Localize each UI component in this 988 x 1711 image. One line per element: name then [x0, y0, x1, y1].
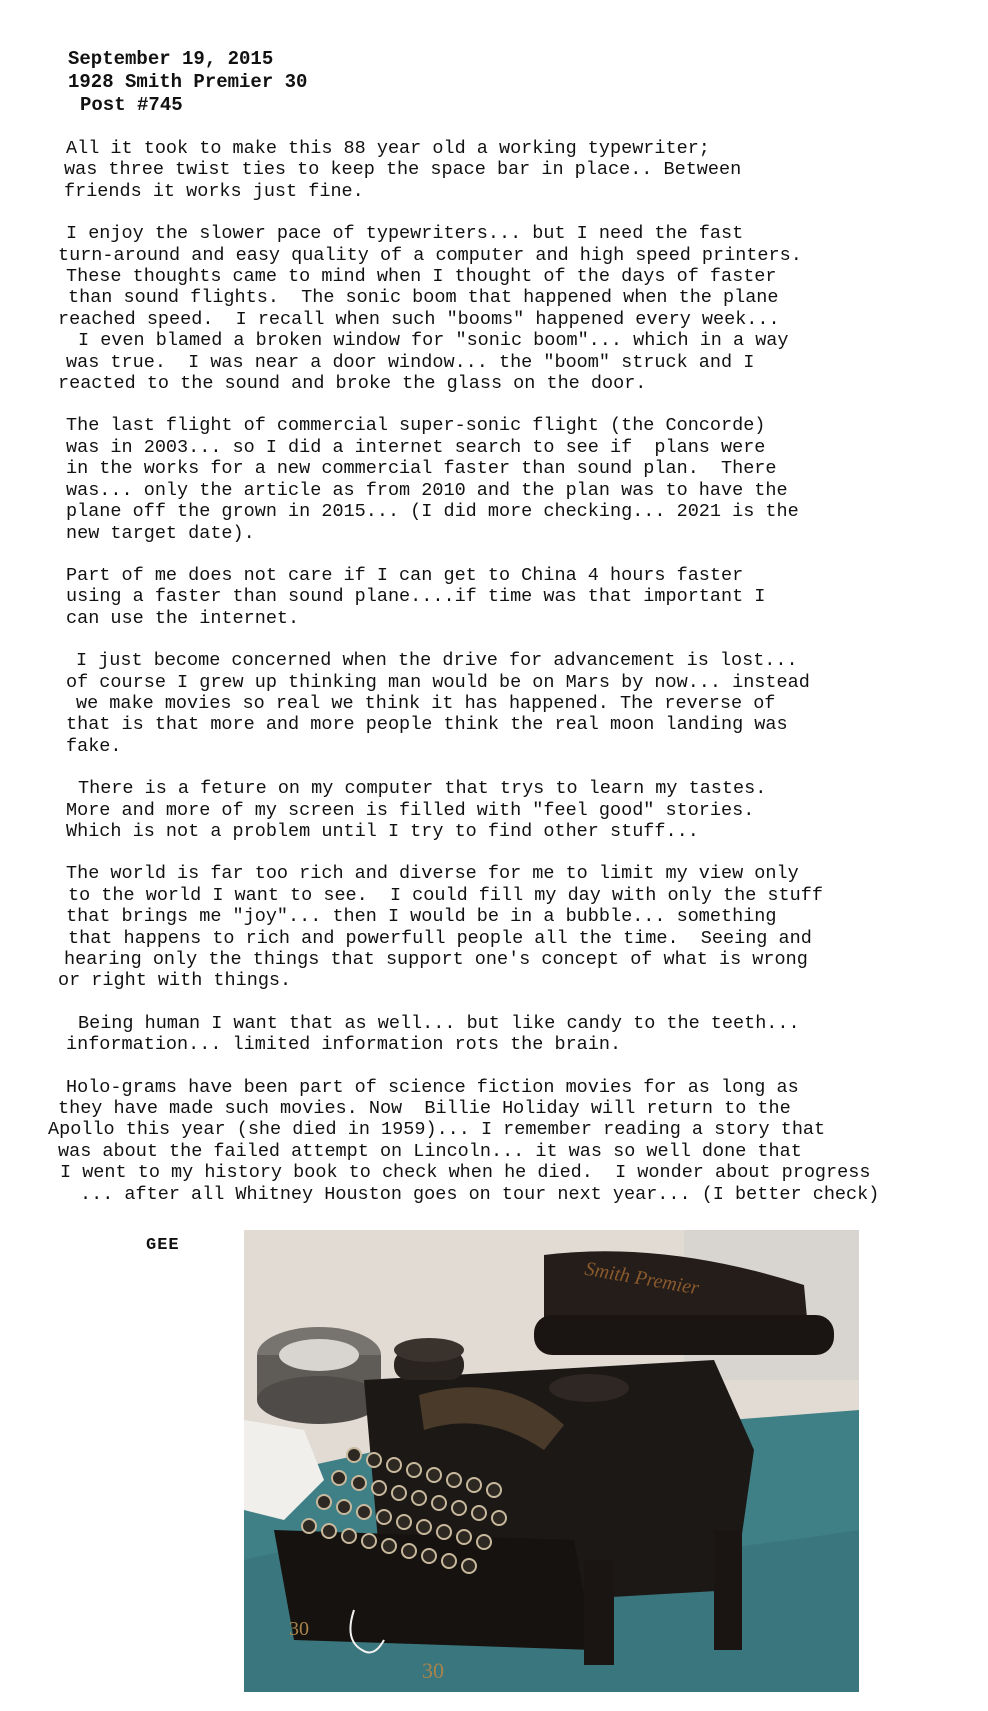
signature: GEE: [146, 1236, 180, 1255]
text-line: Being human I want that as well... but like candy to the teeth...: [78, 1012, 800, 1034]
typewriter-photo: [244, 1230, 859, 1692]
text-line: or right with things.: [58, 970, 292, 992]
text-line: was true. I was near a door window... the "boom" struck and I: [66, 351, 755, 373]
paragraph-5: [58, 650, 938, 757]
text-line: All it took to make this 88 year old a working typewriter;: [66, 138, 710, 159]
paragraph-4: [58, 565, 938, 629]
text-line: I went to my history book to check when he died. I wonder about progress: [60, 1162, 871, 1184]
text-line: There is a feture on my computer that trys to learn my tastes.: [78, 778, 767, 800]
paragraph-9: [48, 1076, 938, 1205]
text-line: new target date).: [66, 522, 255, 544]
typewriter-photo-drawing: [244, 1230, 859, 1692]
text-line: that is that more and more people think the real moon landing was: [66, 714, 788, 736]
text-line: of course I grew up thinking man would be on Mars by now... instead: [66, 671, 810, 693]
model-number-right: 30: [422, 1658, 444, 1683]
text-line: I just become concerned when the drive for advancement is lost...: [76, 650, 798, 672]
text-line: Which is not a problem until I try to find other stuff...: [66, 820, 699, 842]
letter-header: [68, 48, 307, 117]
brand-label: Smith Premier: [583, 1257, 701, 1300]
text-line: to the world I want to see. I could fill my day with only the stuff: [68, 884, 823, 906]
paragraph-8: [58, 1013, 938, 1056]
paragraph-1: [58, 138, 938, 202]
text-line: I enjoy the slower pace of typewriters... but I need the fast: [66, 223, 744, 245]
text-line: Apollo this year (she died in 1959)... I remember reading a story that: [48, 1119, 826, 1141]
model-number-left: 30: [289, 1618, 309, 1640]
text-line: they have made such movies. Now Billie Holiday will return to the: [58, 1098, 791, 1120]
text-line: was... only the article as from 2010 and the plan was to have the: [66, 479, 788, 501]
typewriter-model: 1928 Smith Premier 30: [68, 71, 308, 93]
text-line: reached speed. I recall when such "booms" happened every week...: [58, 308, 780, 330]
text-line: These thoughts came to mind when I thought of the days of faster: [66, 266, 777, 288]
text-line: turn-around and easy quality of a computer and high speed printers.: [58, 244, 802, 266]
text-line: fake.: [66, 735, 122, 757]
text-line: was about the failed attempt on Lincoln... it was so well done that: [58, 1140, 802, 1162]
text-line: hearing only the things that support one's concept of what is wrong: [64, 949, 808, 970]
text-line: friends it works just fine.: [64, 180, 364, 202]
text-line: More and more of my screen is filled with "feel good" stories.: [66, 799, 755, 821]
text-line: can use the internet.: [66, 607, 300, 629]
text-line: Holo-grams have been part of science fiction movies for as long as: [66, 1076, 799, 1098]
text-line: that happens to rich and powerfull people all the time. Seeing and: [68, 927, 812, 949]
text-line: that brings me "joy"... then I would be in a bubble... something: [66, 906, 777, 928]
text-line: Part of me does not care if I can get to China 4 hours faster: [66, 564, 744, 586]
text-line: reacted to the sound and broke the glass on the door.: [58, 373, 647, 395]
text-line: using a faster than sound plane....if time was that important I: [66, 586, 766, 608]
text-line: information... limited information rots the brain.: [66, 1034, 622, 1056]
text-line: The world is far too rich and diverse for me to limit my view only: [66, 863, 799, 885]
text-line: The last flight of commercial super-sonic flight (the Concorde): [66, 415, 766, 437]
letter-body: [48, 138, 938, 1226]
paragraph-6: [58, 778, 938, 842]
text-line: we make movies so real we think it has happened. The reverse of: [76, 692, 776, 714]
letter-date: September 19, 2015: [68, 48, 274, 70]
text-line: plane off the grown in 2015... (I did more checking... 2021 is the: [66, 501, 799, 523]
text-line: was three twist ties to keep the space bar in place.. Between: [64, 159, 742, 181]
paragraph-7: [58, 863, 938, 991]
text-line: ... after all Whitney Houston goes on tour next year... (I better check): [80, 1183, 880, 1205]
text-line: in the works for a new commercial faster than sound plan. There: [66, 458, 777, 480]
paragraph-2: [58, 223, 938, 394]
text-line: than sound flights. The sonic boom that happened when the plane: [68, 287, 779, 309]
paragraph-3: [58, 415, 938, 543]
text-line: I even blamed a broken window for "sonic boom"... which in a way: [78, 330, 789, 352]
post-number: Post #745: [80, 94, 183, 116]
text-line: was in 2003... so I did a internet search to see if plans were: [66, 436, 766, 458]
